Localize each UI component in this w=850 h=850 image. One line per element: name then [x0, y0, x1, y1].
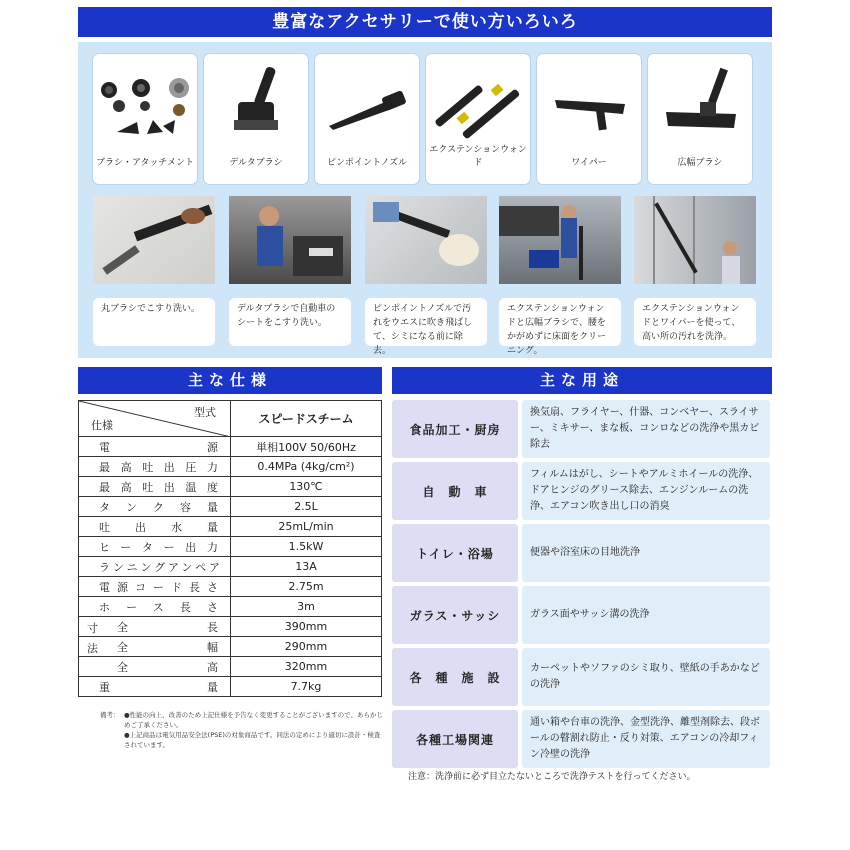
uses-title: 主な用途 [392, 367, 772, 394]
accessories-title: 豊富なアクセサリーで使い方いろいろ [78, 7, 772, 37]
note-line: ●上記商品は電気用品安全法(PSE)の対象商品です。同法の定めにより適切に設計・検査されています。 [124, 731, 381, 749]
spec-key: ランニングアンペア [79, 557, 231, 577]
accessory-card-delta-brush [204, 54, 308, 184]
dimension-key: 全幅 [117, 640, 220, 654]
spec-value: 単相100V 50/60Hz [231, 437, 382, 457]
example-card-delta-brush [229, 196, 351, 346]
spec-key [79, 617, 231, 637]
use-category: 食品加工・厨房 [392, 400, 518, 458]
spec-key: 吐出水量 [79, 517, 231, 537]
table-row [79, 557, 382, 577]
accessory-label: ワイパー [571, 158, 607, 168]
specs-header-key [79, 401, 231, 437]
specs-header-row [79, 401, 382, 437]
brush-attachments-icon [93, 60, 197, 150]
table-row [79, 477, 382, 497]
use-category: 各 種 施 設 [392, 648, 518, 706]
spec-value: 130℃ [231, 477, 382, 497]
accessory-card-wide-brush [648, 54, 752, 184]
use-description: ガラス面やサッシ溝の洗浄 [522, 586, 770, 644]
spec-key: 電源 [79, 437, 231, 457]
spec-value: 1.5kW [231, 537, 382, 557]
extension-wand-icon [426, 60, 530, 150]
accessory-label: ブラシ・アタッチメント [95, 158, 194, 168]
accessory-card-wiper [537, 54, 641, 184]
spec-value: 2.75m [231, 577, 382, 597]
use-description: 通い箱や台車の洗浄、金型洗浄、離型剤除去、段ボールの瞽割れ防止・反り対策、エアコンの冷却フィン冷壁の洗浄 [522, 710, 770, 768]
header-model-label: 型式 [194, 406, 216, 419]
example-card-pinpoint-nozzle [365, 196, 487, 356]
spec-value: 320mm [231, 657, 382, 677]
table-row [79, 497, 382, 517]
accessory-card-brush-attachments [93, 54, 197, 184]
spec-value: 13A [231, 557, 382, 577]
spec-key: ホース長さ [79, 597, 231, 617]
spec-key: 最高吐出温度 [79, 477, 231, 497]
dimension-label: 法 [87, 642, 100, 655]
dimension-key: 全高 [117, 660, 220, 674]
accessory-card-pinpoint-nozzle [315, 54, 419, 184]
accessory-label: 広幅ブラシ [677, 158, 723, 168]
specs-notes [100, 710, 385, 750]
wide-brush-icon [648, 60, 752, 150]
spec-key: ヒーター出力 [79, 537, 231, 557]
delta-brush-icon [204, 60, 308, 150]
example-card-extension-wand-wiper [634, 196, 756, 346]
table-row [79, 597, 382, 617]
table-row [79, 617, 382, 637]
spec-value: 290mm [231, 637, 382, 657]
spec-value: 3m [231, 597, 382, 617]
example-caption: エクステンションウォンドと広幅ブラシで、腰をかがめずに床面をクリーニング。 [499, 298, 621, 346]
use-row [392, 586, 770, 644]
accessory-label: デルタブラシ [229, 158, 283, 168]
example-card-round-brush [93, 196, 215, 346]
use-row [392, 400, 770, 458]
example-caption: エクステンションウォンドとワイパーを使って、高い所の汚れを洗浄。 [634, 298, 756, 346]
use-row [392, 648, 770, 706]
table-row [79, 637, 382, 657]
use-description: フィルムはがし、シートやアルミホイールの洗浄、ドアヒンジのグリース除去、エンジンルームの洗浄、エアコン吹き出し口の消臭 [522, 462, 770, 520]
dimension-label: 寸 [87, 622, 100, 635]
spec-key: タンク容量 [79, 497, 231, 517]
example-photo [229, 196, 351, 284]
spec-key [79, 657, 231, 677]
model-name: スピードスチーム [231, 401, 382, 437]
example-photo [365, 196, 487, 284]
table-row [79, 677, 382, 697]
use-description: カーペットやソファのシミ取り、壁紙の手あかなどの洗浄 [522, 648, 770, 706]
use-description: 便器や浴室床の目地洗浄 [522, 524, 770, 582]
specs-table [78, 400, 382, 697]
spec-key: 重量 [79, 677, 231, 697]
spec-value: 0.4MPa (4kg/cm²) [231, 457, 382, 477]
use-row [392, 710, 770, 768]
note-line: ●性能の向上、改善のため上記仕様を予告なく変更することがございますので、あらかじめご了承ください。 [124, 711, 384, 729]
dimension-key: 全長 [117, 620, 220, 634]
pinpoint-nozzle-icon [315, 60, 419, 150]
spec-value: 7.7kg [231, 677, 382, 697]
use-category: ガラス・サッシ [392, 586, 518, 644]
notes-label: 備考： [100, 711, 120, 719]
example-photo [634, 196, 756, 284]
spec-value: 2.5L [231, 497, 382, 517]
use-category: 各種工場関連 [392, 710, 518, 768]
wiper-icon [537, 60, 641, 150]
table-row [79, 517, 382, 537]
use-category: 自 動 車 [392, 462, 518, 520]
example-caption: デルタブラシで自動車のシートをこすり洗い。 [229, 298, 351, 346]
spec-key [79, 637, 231, 657]
example-photo [93, 196, 215, 284]
spec-value: 25mL/min [231, 517, 382, 537]
accessory-card-extension-wand [426, 54, 530, 184]
table-row [79, 437, 382, 457]
table-row [79, 457, 382, 477]
spec-value: 390mm [231, 617, 382, 637]
example-photo [499, 196, 621, 284]
example-card-extension-wand-floor [499, 196, 621, 356]
uses-note: 注意：洗浄前に必ず目立たないところで洗浄テストを行ってください。 [408, 772, 696, 782]
use-row [392, 462, 770, 520]
table-row [79, 577, 382, 597]
use-description: 換気扇、フライヤー、什器、コンベヤー、スライサー、ミキサー、まな板、コンロなどの洗浄や黒カビ除去 [522, 400, 770, 458]
table-row [79, 657, 382, 677]
specs-title: 主な仕様 [78, 367, 382, 394]
spec-key: 最高吐出圧力 [79, 457, 231, 477]
example-caption: 丸ブラシでこすり洗い。 [93, 298, 215, 346]
accessory-label: エクステンションウォンド [429, 145, 527, 168]
spec-key: 電源コード長さ [79, 577, 231, 597]
accessory-label: ピンポイントノズル [326, 158, 408, 168]
header-spec-label: 仕様 [91, 419, 113, 432]
use-category: トイレ・浴場 [392, 524, 518, 582]
example-caption: ピンポイントノズルで汚れをウエスに吹き飛ばして、シミになる前に除去。 [365, 298, 487, 346]
use-row [392, 524, 770, 582]
table-row [79, 537, 382, 557]
